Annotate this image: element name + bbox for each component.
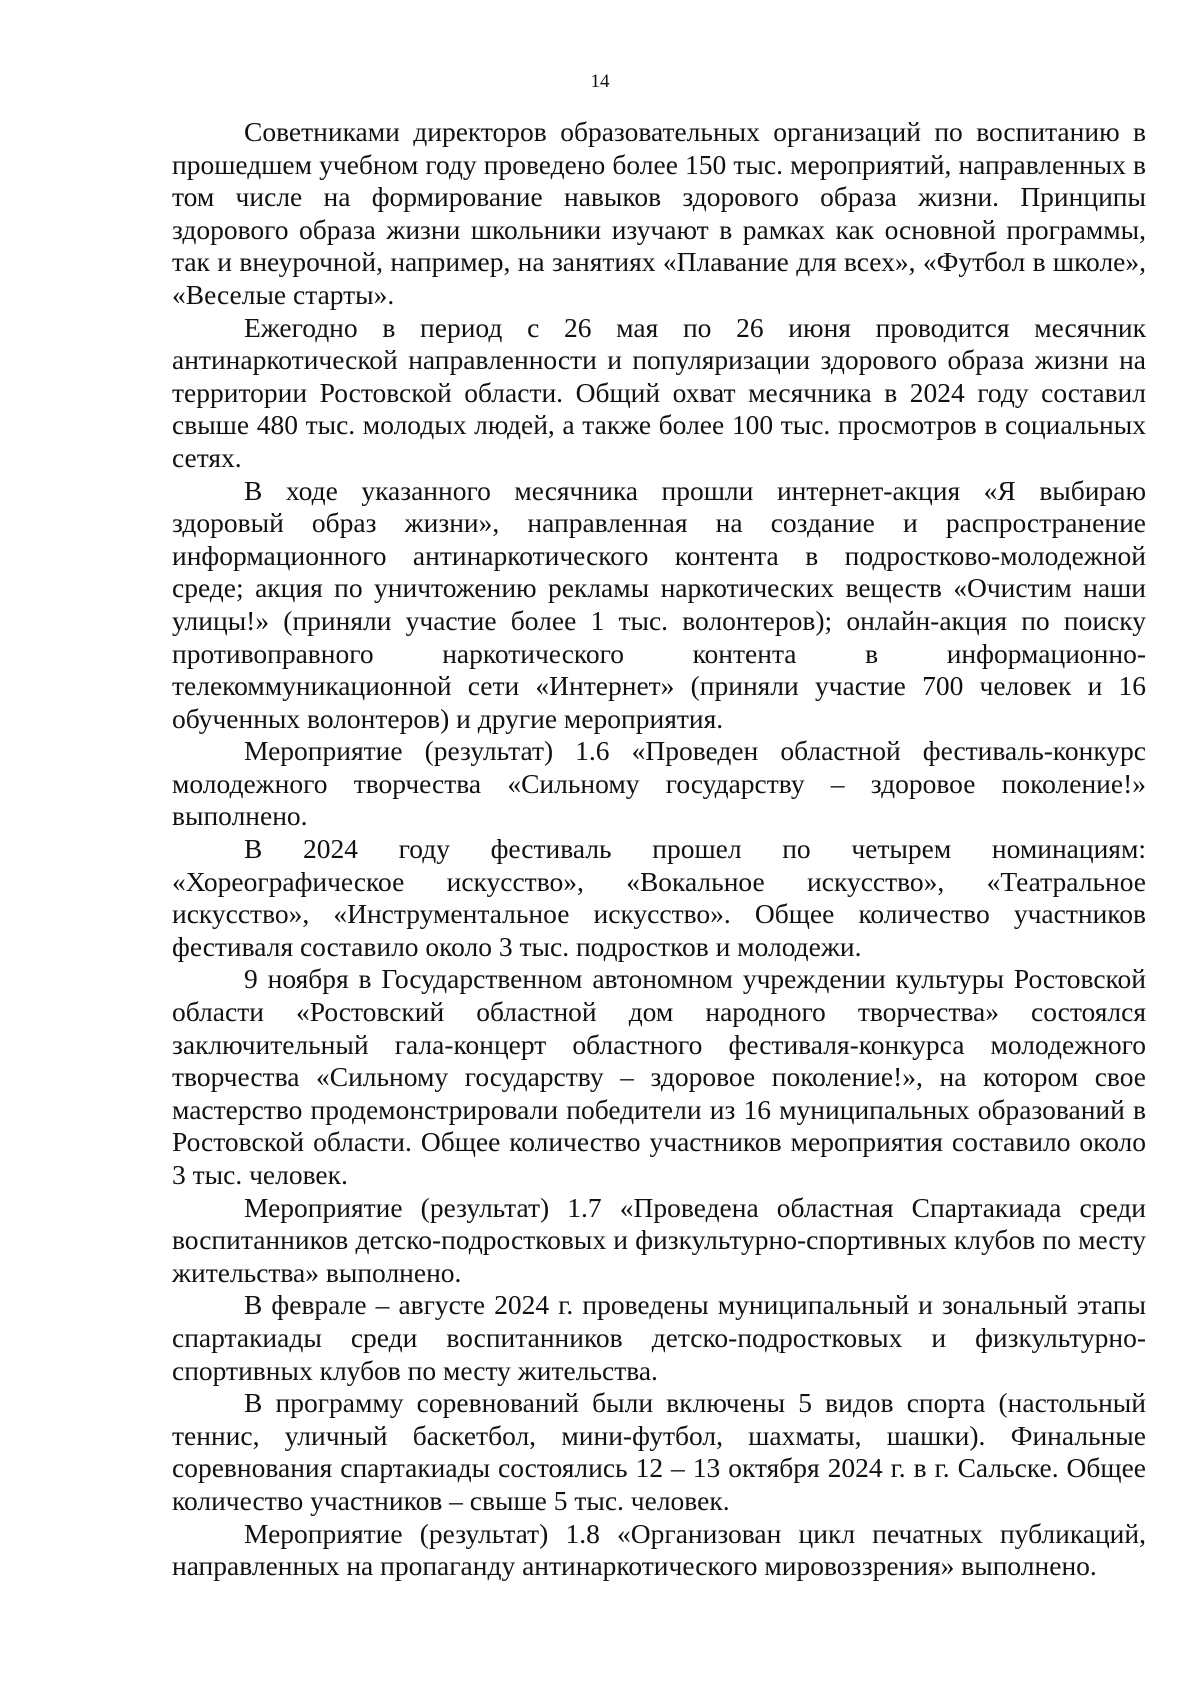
paragraph-antidrug-month: Ежегодно в период с 26 мая по 26 июня проводится месячник антинаркотической направленности и популяризации здорового образа жизни на территории Ростовской области. Общий охват месячника в 2024 году составил свыше 480 тыс. молодых людей, а также более 100 тыс. просмотров в социальных сетях. [172,311,1146,473]
paragraph-month-actions: В ходе указанного месячника прошли интернет-акция «Я выбираю здоровый образ жизни», направленная на создание и распространение информационного антинаркотического контента в подростково-молодежной среде; акция по уничтожению рекламы наркотических веществ «Очистим наши улицы!» (приняли участие более 1 тыс. волонтеров); онлайн-акция по поиску противоправного наркотического контента в информационно-телекоммуникационной сети «Интернет» (приняли участие 700 человек и 16 обученных волонтеров) и другие мероприятия. [172,474,1146,734]
paragraph-competition-program: В программу соревнований были включены 5 видов спорта (настольный теннис, уличный баскетбол, мини-футбол, шахматы, шашки). Финальные соревнования спартакиады состоялись 12 – 13 октября 2024 г. в г. Сальске. Общее количество участников – свыше 5 тыс. человек. [172,1387,1146,1516]
paragraph-festival-nominations: В 2024 году фестиваль прошел по четырем номинациям: «Хореографическое искусство», «Вокальное искусство», «Театральное искусство», «Инструментальное искусство». Общее количество участников фестиваля составило около 3 тыс. подростков и молодежи. [172,833,1146,962]
paragraph-result-1-7: Мероприятие (результат) 1.7 «Проведена областная Спартакиада среди воспитанников детско-подростковых и физкультурно-спортивных клубов по месту жительства» выполнено. [172,1191,1146,1288]
paragraph-result-1-6: Мероприятие (результат) 1.6 «Проведен областной фестиваль-конкурс молодежного творчества «Сильному государству – здоровое поколение!» выполнено. [172,735,1146,832]
page-number: 14 [590,71,610,92]
paragraph-result-1-8: Мероприятие (результат) 1.8 «Организован цикл печатных публикаций, направленных на пропаганду антинаркотического мировоззрения» выполнено. [172,1517,1146,1582]
paragraph-advisors-events: Советниками директоров образовательных организаций по воспитанию в прошедшем учебном году проведено более 150 тыс. мероприятий, направленных в том числе на формирование навыков здорового образа жизни. Принципы здорового образа жизни школьники изучают в рамках как основной программы, так и внеурочной, например, на занятиях «Плавание для всех», «Футбол в школе», «Веселые старты». [172,116,1146,310]
document-body [172,116,1146,1583]
paragraph-spartakiad-stages: В феврале – августе 2024 г. проведены муниципальный и зональный этапы спартакиады среди воспитанников детско-подростковых и физкультурно-спортивных клубов по месту жительства. [172,1289,1146,1386]
paragraph-gala-concert: 9 ноября в Государственном автономном учреждении культуры Ростовской области «Ростовский областной дом народного творчества» состоялся заключительный гала-концерт областного фестиваля-конкурса молодежного творчества «Сильному государству – здоровое поколение!», на котором свое мастерство продемонстрировали победители из 16 муниципальных образований в Ростовской области. Общее количество участников мероприятия составило около 3 тыс. человек. [172,963,1146,1190]
